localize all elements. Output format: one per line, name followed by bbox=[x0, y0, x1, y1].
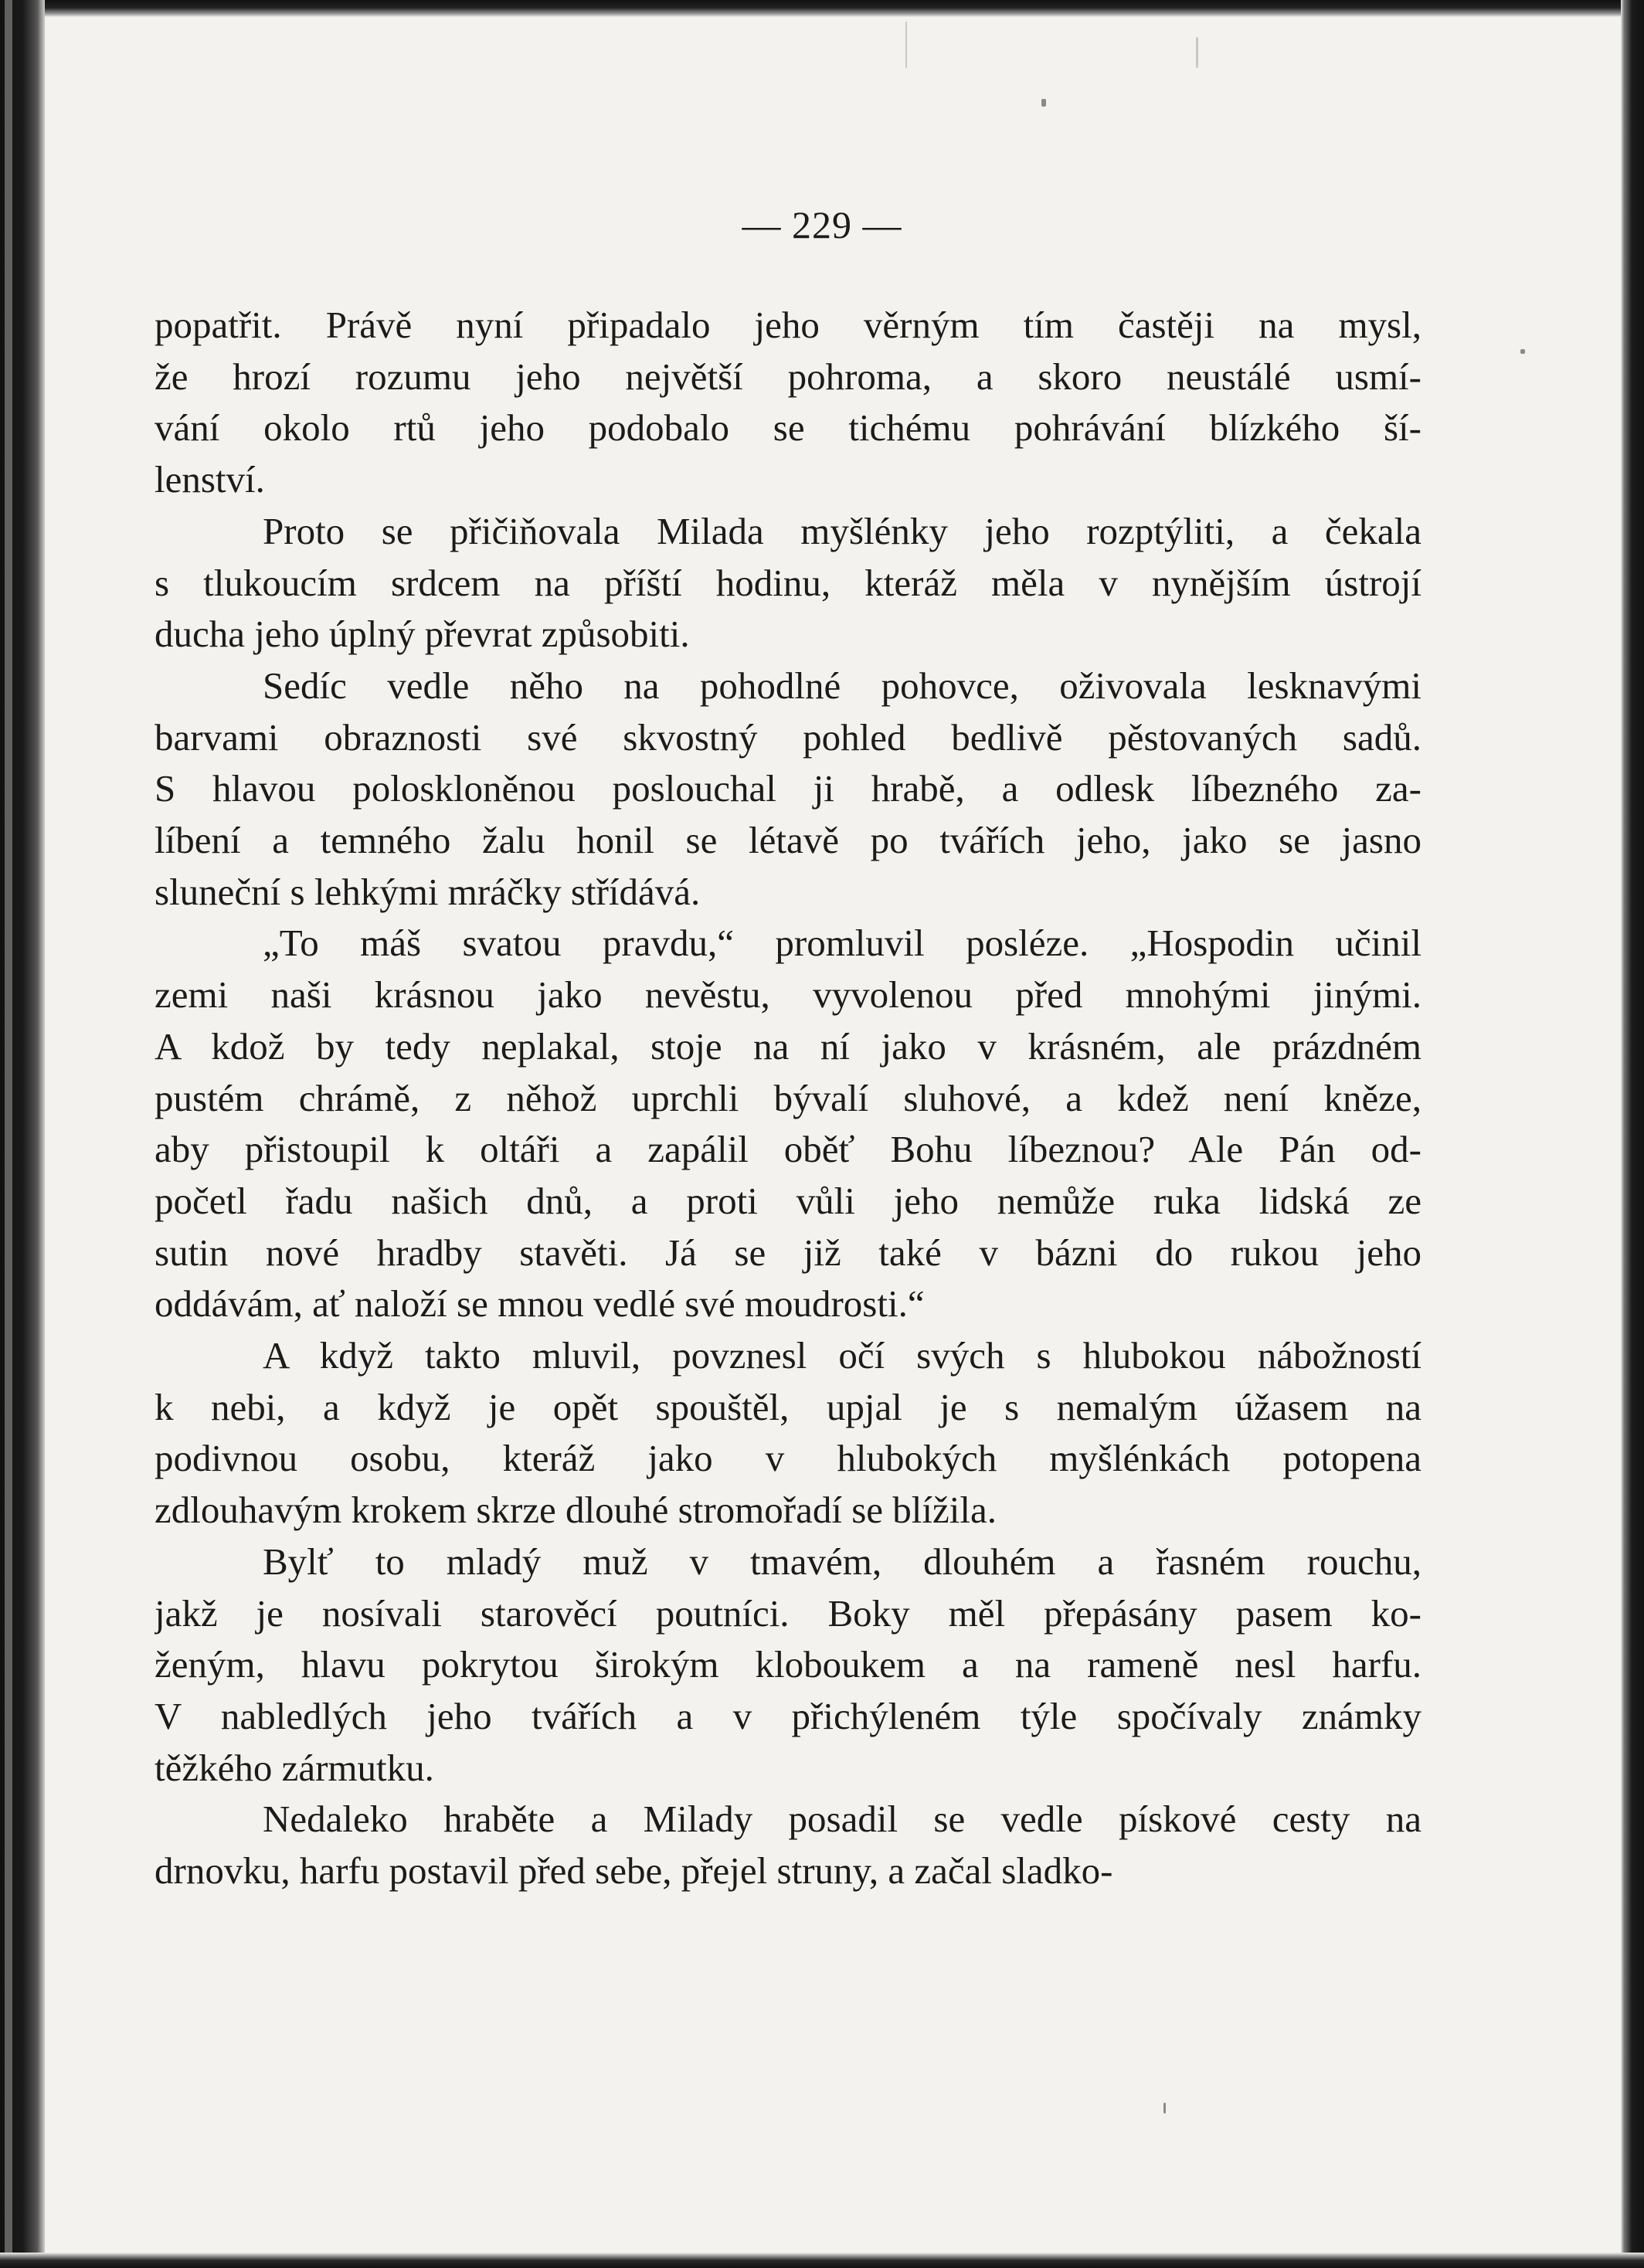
text-line: Bylť to mladý muž v tmavém, dlouhém a řasném rouchu, bbox=[263, 1540, 1422, 1583]
text-line: podivnou osobu, kteráž jako v hlubokých myšlénkách potopena bbox=[155, 1437, 1422, 1480]
text-line: popatřit. Právě nyní připadalo jeho věrným tím častěji na mysl, bbox=[155, 304, 1422, 346]
text-line: A kdož by tedy neplakal, stoje na ní jako v krásném, ale prázdném bbox=[155, 1024, 1422, 1068]
scan-speck bbox=[1163, 2103, 1166, 2114]
paragraph bbox=[155, 506, 1422, 660]
scan-edge-top bbox=[0, 0, 1644, 17]
text-line: lenství. bbox=[155, 458, 265, 501]
body-text bbox=[155, 300, 1422, 1897]
text-line: zemi naši krásnou jako nevěstu, vyvolenou před mnohými jinými. bbox=[155, 973, 1422, 1017]
text-line: Proto se přičiňovala Milada myšlénky jeho rozptýliti, a čekala bbox=[263, 509, 1422, 552]
text-line: početl řadu našich dnů, a proti vůli jeho nemůže ruka lidská ze bbox=[155, 1179, 1422, 1222]
text-line: zdlouhavým krokem skrze dlouhé stromořadí se blížila. bbox=[155, 1489, 997, 1532]
scan-edge-left-highlight bbox=[5, 0, 12, 2268]
text-line: ducha jeho úplný převrat způsobiti. bbox=[155, 613, 690, 656]
scan-speck bbox=[1520, 349, 1525, 354]
text-line: S hlavou poloskloněnou poslouchal ji hrabě, a odlesk líbezného za- bbox=[155, 767, 1422, 810]
scan-speck bbox=[1196, 37, 1198, 68]
text-line: oddávám, ať naloží se mnou vedlé své moudrosti.“ bbox=[155, 1282, 925, 1326]
text-line: ženým, hlavu pokrytou širokým kloboukem a na rameně nesl harfu. bbox=[155, 1643, 1422, 1686]
text-line: Nedaleko hraběte a Milady posadil se vedle pískové cesty na bbox=[263, 1798, 1422, 1841]
text-line: „To máš svatou pravdu,“ promluvil posléze. „Hospodin učinil bbox=[263, 922, 1422, 965]
text-line: pustém chrámě, z něhož uprchli bývalí sluhové, a kdež není kněze, bbox=[155, 1076, 1422, 1119]
paragraph bbox=[155, 1794, 1422, 1896]
paragraph bbox=[155, 660, 1422, 918]
scan-speck bbox=[1041, 99, 1046, 107]
paragraph bbox=[155, 1536, 1422, 1794]
text-line: jakž je nosívali starověcí poutníci. Boky měl přepásány pasem ko- bbox=[155, 1591, 1422, 1635]
scan-speck bbox=[905, 22, 907, 68]
text-line: barvami obraznosti své skvostný pohled bedlivě pěstovaných sadů. bbox=[155, 715, 1422, 759]
page-number: — 229 — bbox=[742, 203, 902, 246]
text-line: A když takto mluvil, povznesl očí svých s hlubokou nábožností bbox=[263, 1334, 1422, 1377]
paragraph bbox=[155, 300, 1422, 506]
text-line: k nebi, a když je opět spouštěl, upjal je s nemalým úžasem na bbox=[155, 1385, 1422, 1428]
text-line: drnovku, harfu postavil před sebe, přejel struny, a začal sladko- bbox=[155, 1849, 1113, 1893]
scan-edge-bottom bbox=[0, 2253, 1644, 2268]
text-line: aby přistoupil k oltáři a zapálil oběť Bohu líbeznou? Ale Pán od- bbox=[155, 1128, 1422, 1171]
text-line: sutin nové hradby stavěti. Já se již také v bázni do rukou jeho bbox=[155, 1231, 1422, 1274]
paragraph bbox=[155, 918, 1422, 1330]
text-line: sluneční s lehkými mráčky střídává. bbox=[155, 870, 701, 913]
text-line: Sedíc vedle něho na pohodlné pohovce, oživovala lesknavými bbox=[263, 664, 1422, 707]
text-line: těžkého zármutku. bbox=[155, 1746, 434, 1789]
text-line: V nabledlých jeho tvářích a v přichýleném týle spočívaly známky bbox=[155, 1694, 1422, 1737]
text-line: že hrozí rozumu jeho největší pohroma, a skoro neustálé usmí- bbox=[155, 355, 1422, 398]
text-line: líbení a temného žalu honil se létavě po tvářích jeho, jako se jasno bbox=[155, 819, 1422, 862]
paragraph bbox=[155, 1330, 1422, 1536]
text-line: vání okolo rtů jeho podobalo se tichému pohrávání blízkého ší- bbox=[155, 406, 1422, 450]
scan-edge-right bbox=[1621, 0, 1644, 2268]
text-line: s tlukoucím srdcem na příští hodinu, kteráž měla v nynějším ústrojí bbox=[155, 561, 1422, 604]
